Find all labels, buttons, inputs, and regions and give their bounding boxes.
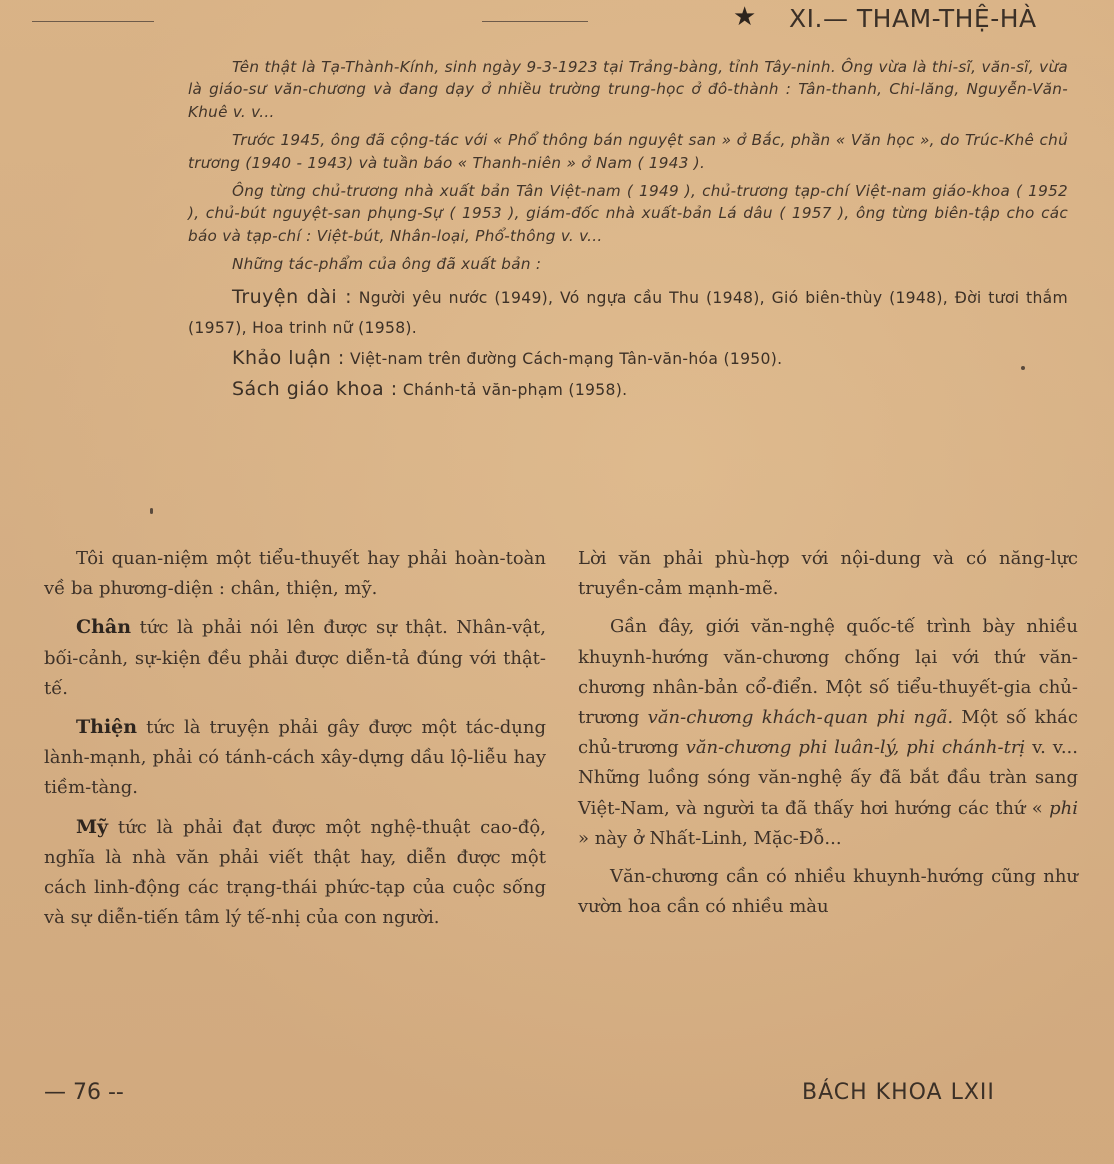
works-novels [188, 282, 1068, 343]
works-essays-text: Việt-nam trên đường Cách-mạng Tân-văn-hóa (1950). [350, 349, 783, 368]
page-number: — 76 -- [44, 1080, 124, 1105]
works-essays [188, 343, 1068, 374]
bio-paragraph-1: Tên thật là Tạ-Thành-Kính, sinh ngày 9-3-1923 tại Trảng-bàng, tỉnh Tây-ninh. Ông vừa là thi-sĩ, văn-sĩ, vừa là giáo-sư văn-chương và đang dạy ở nhiều trường trung-học ở đô-thành : Tân-thanh, Chi-lăng, Nguyễn-Văn-Khuê v. v... [188, 58, 1068, 121]
bio-paragraph-2: Trước 1945, ông đã cộng-tác với « Phổ thông bán nguyệt san » ở Bắc, phần « Văn học », do Trúc-Khê chủ trương (1940 - 1943) và tuần báo « Thanh-niên » ở Nam ( 1943 ). [188, 131, 1068, 172]
left-paragraph-thien [44, 712, 546, 804]
right-p2-part-b: Một số khác chủ-trương [578, 707, 1078, 759]
right-paragraph-1: Lời văn phải phù-hợp với nội-dung và có năng-lực truyền-cảm mạnh-mẽ. [578, 548, 1078, 600]
left-paragraph-my [44, 812, 546, 934]
section-title: XI.— THAM-THỆ-HÀ [789, 4, 1037, 33]
term-my: Mỹ [76, 815, 109, 838]
star-icon: ★ [733, 2, 757, 32]
paper-speck [1021, 366, 1025, 370]
paper-speck [150, 508, 153, 514]
thien-text: tức là truyện phải gây được một tác-dụng lành-mạnh, phải có tánh-cách xây-dựng dầu lộ-liễu hay tiềm-tàng. [44, 717, 546, 799]
term-chan: Chân [76, 616, 132, 639]
bio-paragraph-3: Ông từng chủ-trương nhà xuất bản Tân Việt-nam ( 1949 ), chủ-trương tạp-chí Việt-nam giáo-khoa ( 1952 ), chủ-bút nguyệt-san phụng-Sự ( 1953 ), giám-đốc nhà xuất-bản Lá dâu ( 1957 ), ông từng biên-tập cho các báo và tạp-chí : Việt-bút, Nhân-loại, Phổ-thông v. v... [188, 182, 1068, 245]
right-paragraph-3: Văn-chương cần có nhiều khuynh-hướng cũng như vườn hoa cần có nhiều màu [578, 866, 1078, 918]
right-p2-part-a: Gần đây, giới văn-nghệ quốc-tế trình bày nhiều khuynh-hướng văn-chương chống lại với thứ văn-chương nhân-bản cổ-điển. Một số tiểu-thuyết-gia chủ-trương [578, 616, 1078, 729]
magazine-issue: BÁCH KHOA LXII [802, 1080, 995, 1105]
term-thien: Thiện [76, 716, 138, 739]
works-novels-label: Truyện dài : [232, 285, 353, 308]
right-p2-emphasis-2: văn-chương phi luân-lý, phi chánh-trị [685, 737, 1026, 759]
works-textbooks-label: Sách giáo khoa : [232, 377, 398, 400]
works-textbooks-text: Chánh-tả văn-phạm (1958). [402, 380, 628, 399]
right-p2-emphasis-3: phi [1049, 797, 1078, 819]
right-column [578, 544, 1078, 922]
author-bio [188, 56, 1068, 405]
left-paragraph-1: Tôi quan-niệm một tiểu-thuyết hay phải hoàn-toàn về ba phương-diện : chân, thiện, mỹ. [44, 548, 546, 600]
chan-text: tức là phải nói lên được sự thật. Nhân-vật, bối-cảnh, sự-kiện đều phải được diễn-tả đúng với thật-tế. [44, 617, 546, 699]
right-p2-emphasis-1: văn-chương khách-quan phi ngã. [647, 707, 954, 729]
right-p2-part-c: v. v... Những luồng sóng văn-nghệ ấy đã bắt đầu tràn sang Việt-Nam, và người ta đã thấy hơi hướng các thứ « [578, 737, 1078, 819]
left-column [44, 544, 546, 933]
my-text: tức là phải đạt được một nghệ-thuật cao-độ, nghĩa là nhà văn phải viết thật hay, diễn được một cách linh-động các trạng-thái phức-tạp của cuộc sống và sự diễn-tiến tâm lý tế-nhị của con người. [44, 816, 546, 929]
header-rule-center [482, 21, 588, 22]
header-rule-left [32, 21, 154, 22]
works-heading: Những tác-phẩm của ông đã xuất bản : [232, 255, 542, 274]
works-novels-text: Người yêu nước (1949), Vó ngựa cầu Thu (1948), Gió biên-thùy (1948), Đời tươi thắm (1957), Hoa trinh nữ (1958). [188, 288, 1068, 337]
right-p2-part-d: » này ở Nhất-Linh, Mặc-Đỗ... [578, 827, 842, 849]
works-essays-label: Khảo luận : [232, 346, 345, 369]
works-textbooks [188, 374, 1068, 405]
right-paragraph-2 [578, 612, 1078, 854]
left-paragraph-chan [44, 612, 546, 704]
